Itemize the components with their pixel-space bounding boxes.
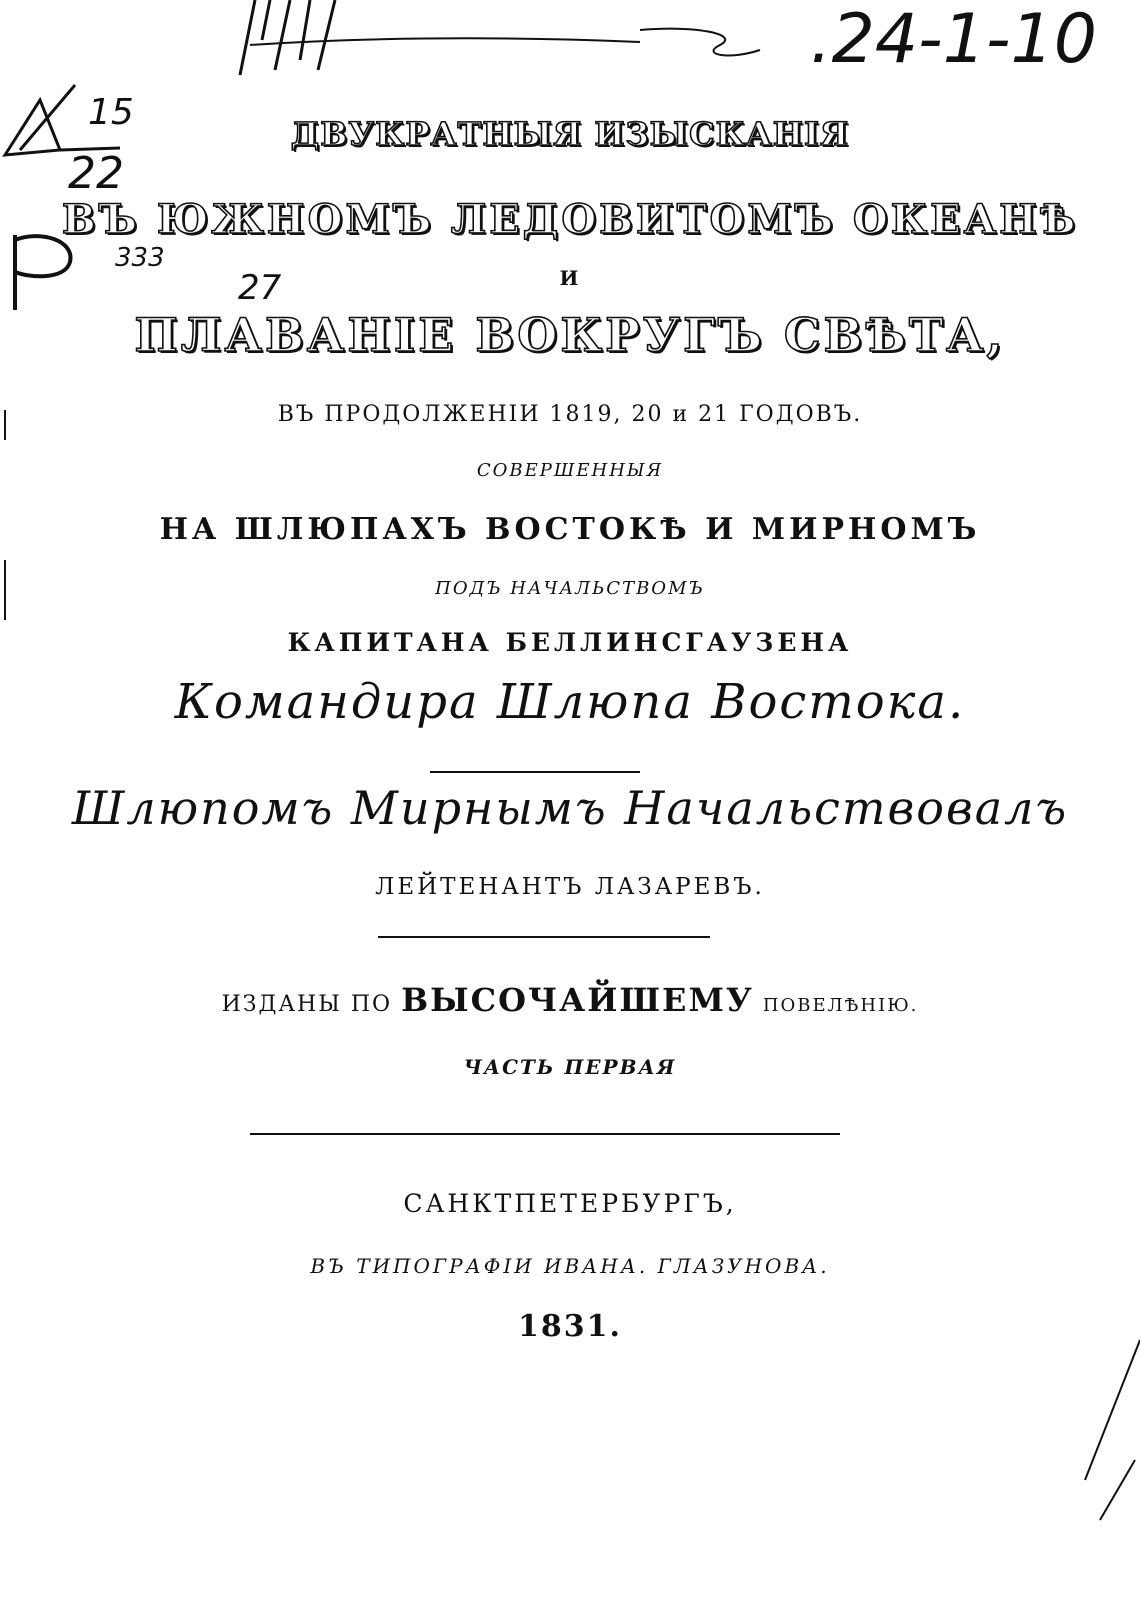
title-command-under: ПОДЪ НАЧАЛЬСТВОМЪ (435, 578, 705, 599)
title-published (0, 981, 1140, 1019)
title-line-3: ПЛАВАНІЕ ВОКРУГЪ СВѢТА, (134, 308, 1006, 362)
published-prefix: ИЗДАНЫ ПО (221, 992, 393, 1017)
ornamental-rule-1 (430, 771, 640, 773)
title-line-2: ВЪ ЮЖНОМЪ ЛЕДОВИТОМЪ ОКЕАНѢ (61, 196, 1079, 243)
published-highest: ВЫСОЧАЙШЕМУ (401, 981, 754, 1019)
title-lieutenant: ЛЕЙТЕНАНТЪ ЛАЗАРЕВЪ. (375, 874, 765, 900)
handwritten-fraction-top: 15 (88, 92, 134, 133)
title-line-1: ДВУКРАТНЫЯ ИЗЫСКАНІЯ (290, 115, 850, 153)
imprint-city: САНКТПЕТЕРБУРГЪ, (403, 1189, 737, 1218)
rule-2 (378, 936, 710, 938)
title-mirny-script: Шлюпомъ Мирнымъ Начальствовалъ (71, 781, 1069, 835)
handwritten-shelfmark: .24-1-10 (810, 0, 1098, 79)
title-completed: СОВЕРШЕННЫЯ (476, 460, 664, 481)
title-conjunction: И (559, 266, 581, 290)
handwritten-fraction-bottom: 22 (68, 148, 124, 199)
title-volume: ЧАСТЬ ПЕРВАЯ (463, 1055, 677, 1079)
imprint-printer: ВЪ ТИПОГРАФІИ ИВАНА. ГЛАЗУНОВА. (310, 1254, 830, 1278)
title-captain: КАПИТАНА БЕЛЛИНСГАУЗЕНА (287, 628, 853, 657)
title-commander-script: Командира Шлюпа Востока. (174, 674, 966, 730)
rule-3 (250, 1133, 840, 1135)
handwritten-number-27: 27 (238, 268, 282, 308)
title-ships: НА ШЛЮПАХЪ ВОСТОКѢ И МИРНОМЪ (159, 512, 981, 547)
published-order: ПОВЕЛѢНІЮ. (762, 995, 919, 1016)
title-years: ВЪ ПРОДОЛЖЕНІИ 1819, 20 и 21 ГОДОВЪ. (277, 402, 863, 427)
handwritten-number-333: 333 (115, 243, 165, 273)
imprint-year: 1831. (518, 1309, 622, 1344)
